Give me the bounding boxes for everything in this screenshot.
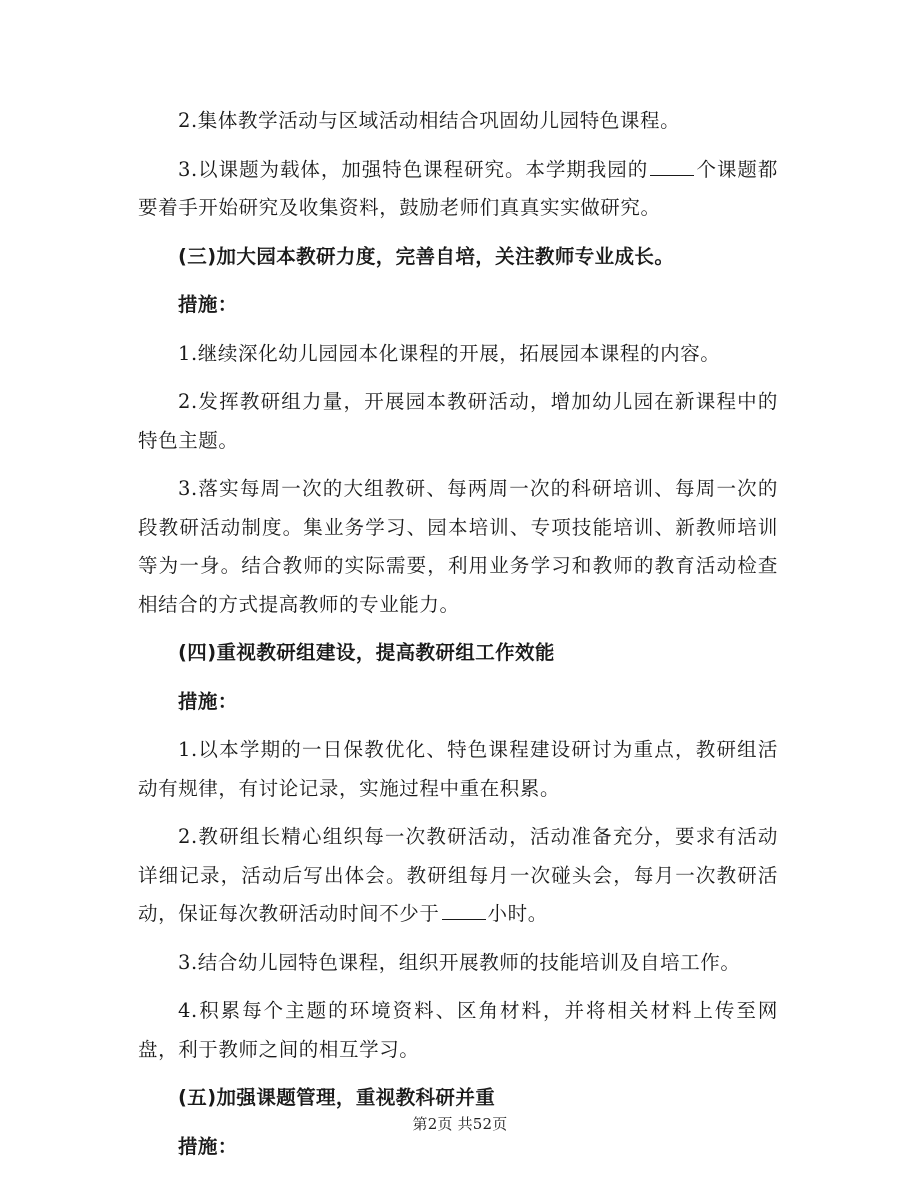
measures-label: 措施：: [178, 293, 238, 316]
document-body: [138, 102, 778, 1176]
paragraph-5: 1.继续深化幼儿园园本化课程的开展，拓展园本课程的内容。: [178, 341, 721, 365]
section-heading-5: (五)加强课题管理，重视教科研并重: [178, 1086, 496, 1109]
paragraph-13: 4.积累每个主题的环境资料、区角材料，并将相关材料上传至网盘，利于教师之间的相互学习。: [138, 999, 778, 1061]
fill-in-blank: [442, 918, 486, 920]
page-number: 第2页 共52页: [412, 1115, 508, 1133]
paragraph-12: 3.结合幼儿园特色课程，组织开展教师的技能培训及自培工作。: [178, 950, 741, 974]
measures-label: 措施：: [178, 1134, 238, 1158]
fill-in-blank: [650, 174, 694, 176]
paragraph-1: 2.集体教学活动与区域活动相结合巩固幼儿园特色课程。: [178, 109, 681, 132]
section-heading-4: (四)重视教研组建设，提高教研组工作效能: [178, 641, 555, 664]
paragraph-2: 3.以课题为载体，加强特色课程研究。本学期我园的 个课题都要着手开始研究及收集资料，鼓励老师们真真实实做研究。: [138, 157, 778, 219]
page-footer: [0, 1113, 920, 1134]
section-heading-3: (三)加大园本教研力度，完善自培，关注教师专业成长。: [178, 244, 675, 268]
paragraph-7: 3.落实每周一次的大组教研、每两周一次的科研培训、每周一次的段教研活动制度。集业务学习、园本培训、专项技能培训、新教师培训等为一身。结合教师的实际需要，利用业务学习和教师的教育活动检查相结合的方式提高教师的专业能力。: [138, 477, 778, 616]
paragraph-10: 1.以本学期的一日保教优化、特色课程建设研讨为重点，教研组活动有规律，有讨论记录，实施过程中重在积累。: [138, 738, 778, 800]
measures-label: 措施：: [178, 689, 238, 713]
paragraph-6: 2.发挥教研组力量，开展园本教研活动，增加幼儿园在新课程中的特色主题。: [138, 390, 778, 452]
paragraph-11: 2.教研组长精心组织每一次教研活动，活动准备充分，要求有活动详细记录，活动后写出体会。教研组每月一次碰头会，每月一次教研活动，保证每次教研活动时间不少于 小时。: [138, 825, 778, 925]
